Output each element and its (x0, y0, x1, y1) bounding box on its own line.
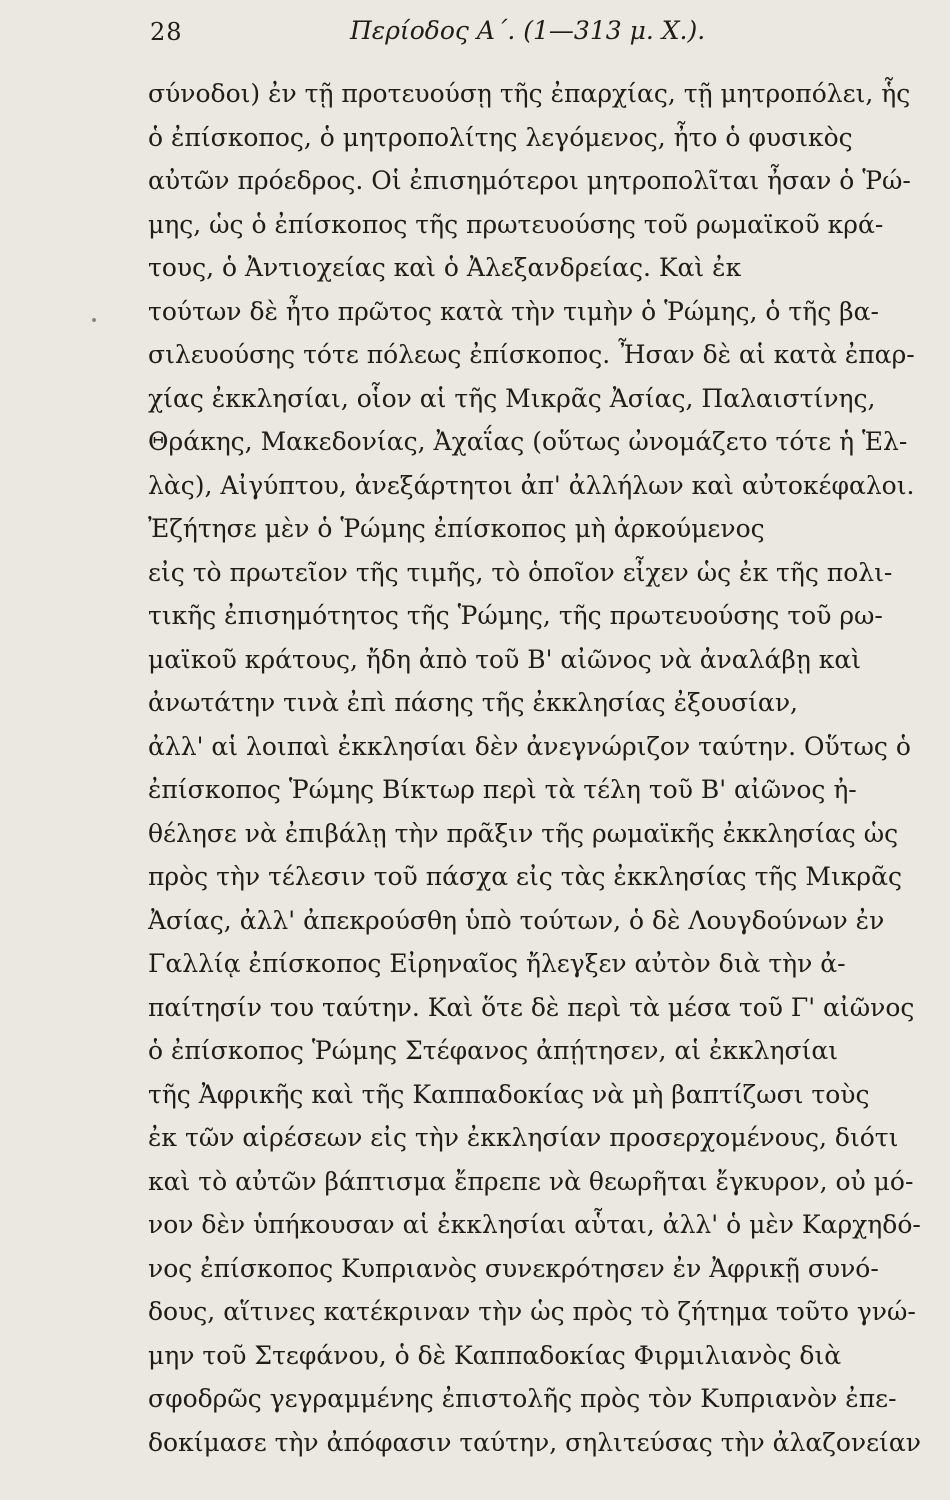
text-line: δοκίμασε τὴν ἀπόφασιν ταύτην, σηλιτεύσας τὴν ἀλαζονείαν (148, 1427, 921, 1457)
text-line: τούτων δὲ ἦτο πρῶτος κατὰ τὴν τιμὴν ὁ Ῥώμης, ὁ τῆς βα- (148, 296, 879, 326)
text-line: παίτησίν του ταύτην. Καὶ ὅτε δὲ περὶ τὰ μέσα τοῦ Γ' αἰῶνος (148, 992, 915, 1022)
text-line: δους, αἵτινες κατέκριναν τὴν ὡς πρὸς τὸ ζήτημα τοῦτο γνώ- (148, 1297, 916, 1326)
text-line: θέλησε νὰ ἐπιβάλῃ τὴν πρᾶξιν τῆς ρωμαϊκῆς ἐκκλησίας ὡς (148, 818, 899, 848)
text-line: εἰς τὸ πρωτεῖον τῆς τιμῆς, τὸ ὁποῖον εἶχεν ὡς ἐκ τῆς πολι- (148, 557, 893, 587)
text-line: χίας ἐκκλησίαι, οἷον αἱ τῆς Μικρᾶς Ἀσίας, Παλαιστίνης, (148, 383, 876, 413)
text-line: αὐτῶν πρόεδρος. Οἱ ἐπισημότεροι μητροπολῖται ἦσαν ὁ Ῥώ- (148, 166, 911, 195)
text-line: λὰς), Αἰγύπτου, ἀνεξάρτητοι ἀπ' ἀλλήλων καὶ αὐτοκέφαλοι. (148, 470, 915, 500)
text-line: τῆς Ἀφρικῆς καὶ τῆς Καππαδοκίας νὰ μὴ βαπτίζωσι τοὺς (148, 1079, 870, 1109)
text-line: ὁ ἐπίσκοπος Ῥώμης Στέφανος ἀπῄτησεν, αἱ ἐκκλησίαι (148, 1036, 839, 1065)
text-line: τικῆς ἐπισημότητος τῆς Ῥώμης, τῆς πρωτευούσης τοῦ ρω- (148, 601, 883, 630)
text-line: ἀνωτάτην τινὰ ἐπὶ πάσης τῆς ἐκκλησίας ἐξουσίαν, (148, 688, 798, 717)
text-line: ἐπίσκοπος Ῥώμης Βίκτωρ περὶ τὰ τέλη τοῦ Β' αἰῶνος ἠ- (148, 775, 857, 804)
text-line: ἐκ τῶν αἱρέσεων εἰς τὴν ἐκκλησίαν προσερχομένους, διότι (148, 1123, 899, 1152)
text-line: νον δὲν ὑπήκουσαν αἱ ἐκκλησίαι αὗται, ἀλλ' ὁ μὲν Καρχηδό- (148, 1210, 921, 1239)
text-line: Ἀσίας, ἀλλ' ἀπεκρούσθη ὑπὸ τούτων, ὁ δὲ Λουγδούνων ἐν (148, 905, 885, 935)
text-line: μην τοῦ Στεφάνου, ὁ δὲ Καππαδοκίας Φιρμιλιανὸς διὰ (148, 1340, 842, 1370)
running-title: Περίοδος Α΄. (1—313 μ. Χ.). (350, 16, 706, 45)
text-line: Θράκης, Μακεδονίας, Ἀχαΐας (οὕτως ὠνομάζετο τότε ἡ Ἑλ- (148, 427, 908, 456)
text-line: ὁ ἐπίσκοπος, ὁ μητροπολίτης λεγόμενος, ἦτο ὁ φυσικὸς (148, 122, 853, 152)
text-line: σύνοδοι) ἐν τῇ προτευούσῃ τῆς ἐπαρχίας, τῇ μητροπόλει, ἧς (148, 79, 911, 108)
margin-speck (92, 318, 96, 322)
text-line: πρὸς τὴν τέλεσιν τοῦ πάσχα εἰς τὰς ἐκκλησίας τῆς Μικρᾶς (148, 862, 902, 891)
text-line: ἀλλ' αἱ λοιπαὶ ἐκκλησίαι δὲν ἀνεγνώριζον ταύτην. Οὕτως ὁ (148, 731, 911, 761)
body-text (148, 72, 938, 1464)
page-number: 28 (150, 18, 183, 46)
page-header (0, 8, 950, 58)
text-line: καὶ τὸ αὐτῶν βάπτισμα ἔπρεπε νὰ θεωρῆται ἔγκυρον, οὐ μό- (148, 1166, 914, 1196)
text-line: Γαλλίᾳ ἐπίσκοπος Εἰρηναῖος ἤλεγξεν αὐτὸν διὰ τὴν ἀ- (148, 949, 846, 978)
text-line: Ἐζήτησε μὲν ὁ Ῥώμης ἐπίσκοπος μὴ ἀρκούμενος (148, 514, 765, 543)
text-line: μης, ὡς ὁ ἐπίσκοπος τῆς πρωτευούσης τοῦ ρωμαϊκοῦ κρά- (148, 209, 884, 239)
text-line: νος ἐπίσκοπος Κυπριανὸς συνεκρότησεν ἐν Ἀφρικῇ συνό- (148, 1253, 879, 1283)
text-line: τους, ὁ Ἀντιοχείας καὶ ὁ Ἀλεξανδρείας. Καὶ ἐκ (148, 253, 742, 282)
text-line: σφοδρῶς γεγραμμένης ἐπιστολῆς πρὸς τὸν Κυπριανὸν ἐπε- (148, 1384, 897, 1413)
text-line: σιλευούσης τότε πόλεως ἐπίσκοπος. Ἦσαν δὲ αἱ κατὰ ἐπαρ- (148, 340, 915, 369)
text-line: μαϊκοῦ κράτους, ἤδη ἀπὸ τοῦ Β' αἰῶνος νὰ ἀναλάβῃ καὶ (148, 644, 862, 674)
